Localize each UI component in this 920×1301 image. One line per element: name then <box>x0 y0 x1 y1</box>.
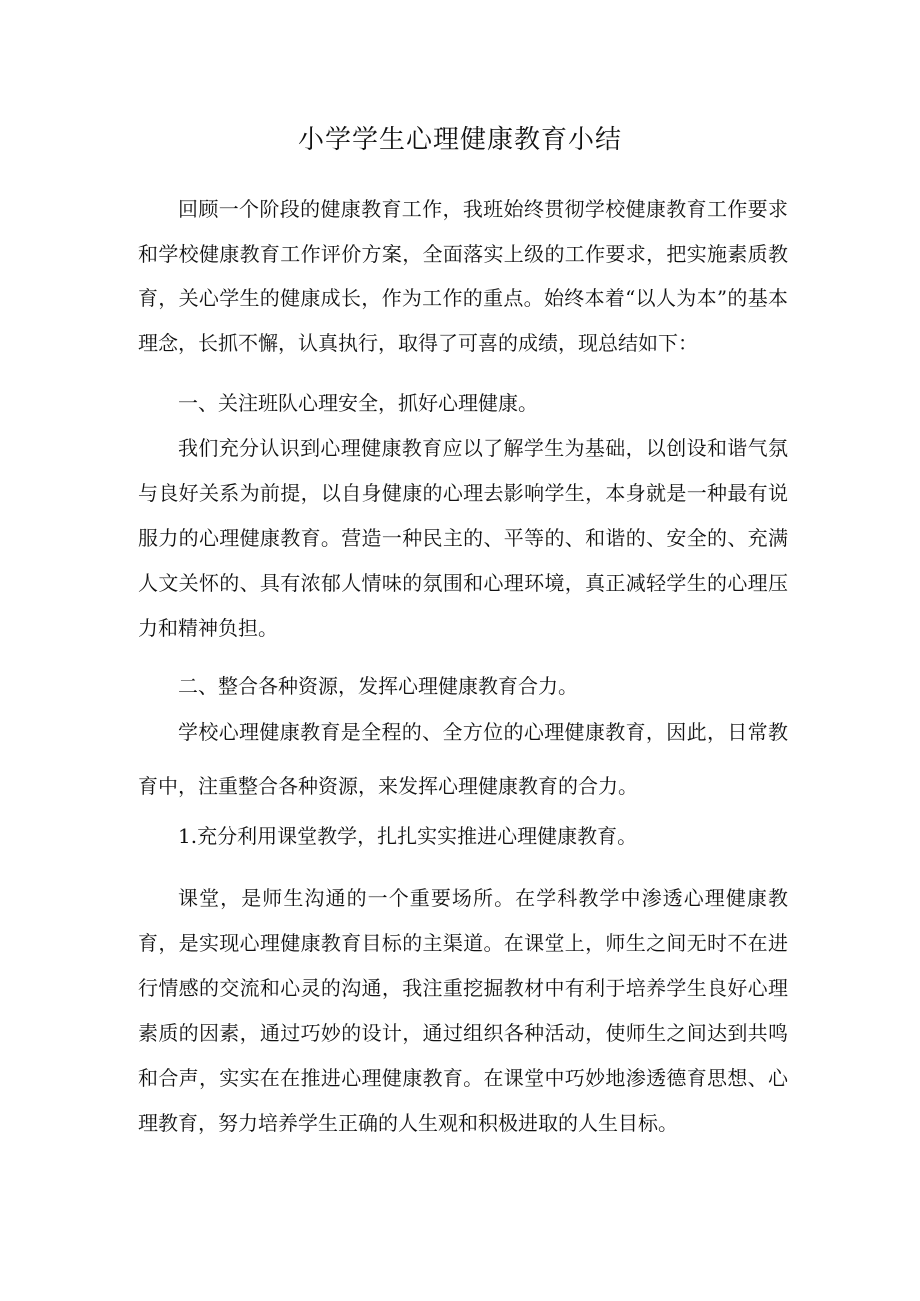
subsection-heading-1: 1.充分利用课堂教学，扎扎实实推进心理健康教育。 <box>178 824 638 848</box>
subsection-body-1: 课堂，是师生沟通的一个重要场所。在学科教学中渗透心理健康教育，是实现心理健康教育目标的主渠道。在课堂上，师生之间无时不在进行情感的交流和心灵的沟通，我注重挖掘教材中有利于培养学生良好心理素质的因素，通过巧妙的设计，通过组织各种活动，使师生之间达到共鸣和合声，实实在在推进心理健康教育。在课堂中巧妙地渗透德育思想、心理教育，努力培养学生正确的人生观和积极进取的人生目标。 <box>138 886 788 1135</box>
document-title: 小学学生心理健康教育小结 <box>297 125 622 155</box>
intro-paragraph: 回顾一个阶段的健康教育工作，我班始终贯彻学校健康教育工作要求和学校健康教育工作评价方案，全面落实上级的工作要求，把实施素质教育，关心学生的健康成长，作为工作的重点。始终本着“以人为本”的基本理念，长抓不懈，认真执行，取得了可喜的成绩，现总结如下： <box>138 197 788 355</box>
section-body-2: 学校心理健康教育是全程的、全方位的心理健康教育，因此，日常教育中，注重整合各种资源，来发挥心理健康教育的合力。 <box>138 720 788 798</box>
section-heading-2: 二、整合各种资源，发挥心理健康教育合力。 <box>178 674 578 698</box>
section-body-1: 我们充分认识到心理健康教育应以了解学生为基础，以创设和谐气氛与良好关系为前提，以自身健康的心理去影响学生，本身就是一种最有说服力的心理健康教育。营造一种民主的、平等的、和谐的、安全的、充满人文关怀的、具有浓郁人情味的氛围和心理环境，真正减轻学生的心理压力和精神负担。 <box>138 436 788 640</box>
section-heading-1: 一、关注班队心理安全，抓好心理健康。 <box>178 391 538 415</box>
